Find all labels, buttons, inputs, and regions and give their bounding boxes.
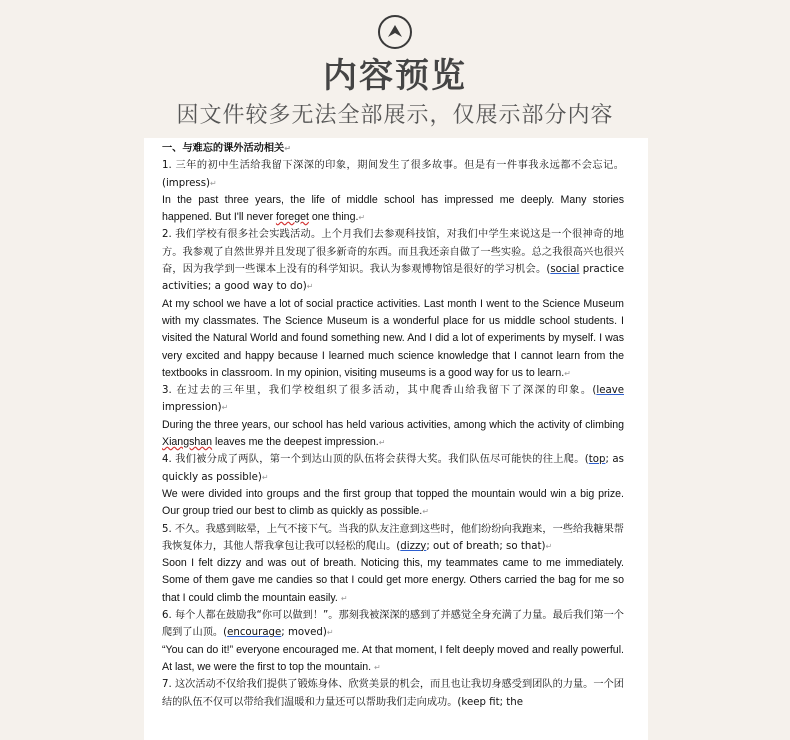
paragraph-4-zh: 4. 我们被分成了两队，第一个到达山顶的队伍将会获得大奖。我们队伍尽可能快的往上爬。(top; as quickly as possible)↵ [162, 454, 624, 483]
preview-header [0, 0, 790, 135]
document-page [144, 138, 648, 740]
document-content [162, 140, 624, 711]
paragraph-4-en: We were divided into groups and the first group that topped the mountain would win a big prize. Our group tried our best to climb as quickly as possible.↵ [162, 487, 624, 518]
paragraph-5-zh: 5. 不久。我感到眩晕，上气不接下气。当我的队友注意到这些时，他们纷纷向我跑来，一些给我糖果帮我恢复体力，其他人帮我拿包让我可以轻松的爬山。(dizzy; out of breath; so that)↵ [162, 523, 624, 552]
paragraph-1-en: In the past three years, the life of middle school has impressed me deeply. Many stories happened. But I'll never foreget one thing.↵ [162, 193, 624, 224]
paragraph-2-zh: 2. 我们学校有很多社会实践活动。上个月我们去参观科技馆，对我们中学生来说这是一个很神奇的地方。我参观了自然世界并且发现了很多新奇的东西。而且我还亲自做了一些实验。总之我很高兴也很兴奋，因为我学到一些课本上没有的科学知识。我认为参观博物馆是很好的学习机会。(social practice activities; a good way to do)↵ [162, 229, 624, 293]
section-heading: 一、与难忘的课外活动相关↵ [162, 143, 291, 154]
paragraph-1-zh: 1. 三年的初中生活给我留下深深的印象，期间发生了很多故事。但是有一件事我永远都不会忘记。(impress)↵ [162, 160, 624, 189]
chevron-up-circle-icon [378, 15, 412, 49]
paragraph-3-zh: 3. 在过去的三年里，我们学校组织了很多活动，其中爬香山给我留下了深深的印象。(leave impression)↵ [162, 385, 624, 414]
paragraph-2-en: At my school we have a lot of social practice activities. Last month I went to the Science Museum with my classmates. The Science Museum is a wonderful place for us middle school students. I visited the Natural World and found something new. And I did a lot of experiments by myself. I was very excited and happy because I learned much science knowledge that I cannot learn from the textbooks in classroom. In my opinion, visiting museums is a good way for us to learn.↵ [162, 297, 624, 379]
paragraph-5-en: Soon I felt dizzy and was out of breath. Noticing this, my teammates came to me immediately. Some of them gave me candies so that I could get more energy. Others carried the bag for me so that I could climb the mountain easily. ↵ [162, 557, 624, 604]
paragraph-6-en: “You can do it!” everyone encouraged me. At that moment, I felt deeply moved and really powerful. At last, we were the first to top the mountain. ↵ [162, 643, 624, 673]
paragraph-6-zh: 6. 每个人都在鼓励我“你可以做到！”。那刻我被深深的感到了并感觉全身充满了力量。最后我们第一个爬到了山顶。(encourage; moved)↵ [162, 610, 624, 639]
paragraph-3-en: During the three years, our school has held various activities, among which the activity of climbing Xiangshan leaves me the deepest impression.↵ [162, 418, 624, 449]
page-subtitle: 因文件较多无法全部展示，仅展示部分内容 [176, 103, 614, 128]
page-title: 内容预览 [323, 56, 467, 96]
paragraph-7-zh: 7. 这次活动不仅给我们提供了锻炼身体、欣赏美景的机会，而且也让我切身感受到团队的力量。一个团结的队伍不仅可以带给我们温暖和力量还可以帮助我们走向成功。(keep fit; the [162, 679, 624, 708]
